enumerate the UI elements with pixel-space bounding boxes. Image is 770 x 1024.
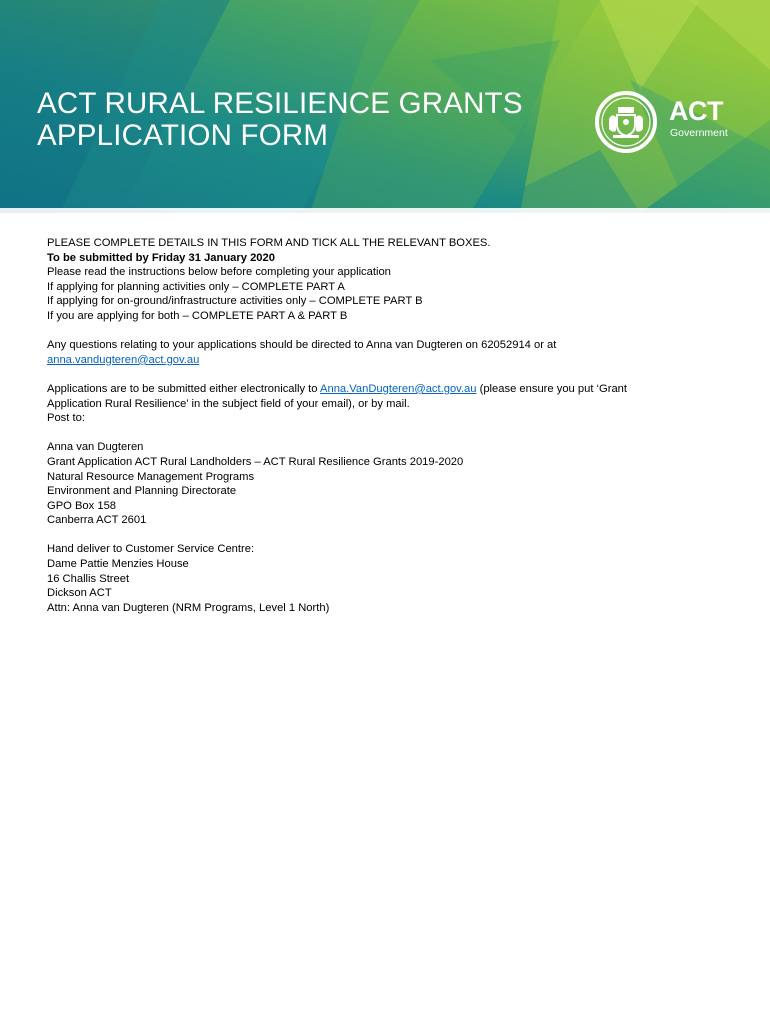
act-government-logo [595, 91, 735, 153]
instruction-heading: PLEASE COMPLETE DETAILS IN THIS FORM AND TICK ALL THE RELEVANT BOXES. [47, 237, 491, 249]
spacer [47, 367, 727, 382]
submission-email-link[interactable]: Anna.VanDugteren@act.gov.au [320, 382, 477, 395]
hand-delivery-line: Hand deliver to Customer Service Centre: [47, 543, 255, 556]
questions-email-link[interactable]: anna.vandugteren@act.gov.au [47, 353, 200, 366]
address-line: Grant Application ACT Rural Landholders – ACT Rural Resilience Grants 2019-2020 [47, 455, 464, 468]
submission-text-post: (please ensure you put ‘Grant [476, 382, 627, 395]
hand-delivery-line: Dame Pattie Menzies House [47, 558, 189, 571]
postal-address [47, 440, 727, 528]
logo-act-text: ACT [669, 96, 723, 126]
submission-instructions [47, 382, 727, 397]
hand-delivery-address [47, 542, 727, 615]
instruction-read: Please read the instructions below before completing your application [47, 266, 391, 279]
coat-of-arms-icon [595, 91, 657, 153]
address-line: GPO Box 158 [47, 499, 117, 512]
instructions-section [47, 236, 727, 615]
address-line: Natural Resource Management Programs [47, 470, 255, 483]
submission-instructions-line2: Application Rural Resilience’ in the subject field of your email), or by mail. [47, 397, 410, 410]
hand-delivery-line: 16 Challis Street [47, 572, 130, 585]
post-to-label: Post to: [47, 412, 85, 425]
submission-deadline: To be submitted by Friday 31 January 2020 [47, 251, 275, 264]
address-line: Environment and Planning Directorate [47, 485, 237, 498]
submission-text-pre: Applications are to be submitted either electronically to [47, 382, 321, 395]
header-banner [0, 0, 770, 213]
spacer [47, 426, 727, 441]
hand-delivery-line: Attn: Anna van Dugteren (NRM Programs, Level 1 North) [47, 601, 330, 614]
instruction-part-a: If applying for planning activities only – COMPLETE PART A [47, 280, 345, 293]
questions-text: Any questions relating to your applications should be directed to Anna van Dugteren on 62052914 or at [47, 339, 557, 352]
address-line: Anna van Dugteren [47, 441, 144, 454]
instruction-part-b: If applying for on-ground/infrastructure activities only – COMPLETE PART B [47, 295, 423, 308]
instruction-both-parts: If you are applying for both – COMPLETE PART A & PART B [47, 309, 348, 322]
spacer [47, 528, 727, 543]
logo-government-text: Government [670, 127, 728, 139]
address-line: Canberra ACT 2601 [47, 514, 147, 527]
hand-delivery-line: Dickson ACT [47, 587, 112, 600]
form-title [37, 88, 523, 152]
form-title-line1: ACT RURAL RESILIENCE GRANTS [37, 87, 523, 120]
form-title-line2: APPLICATION FORM [37, 119, 329, 152]
spacer [47, 324, 727, 339]
